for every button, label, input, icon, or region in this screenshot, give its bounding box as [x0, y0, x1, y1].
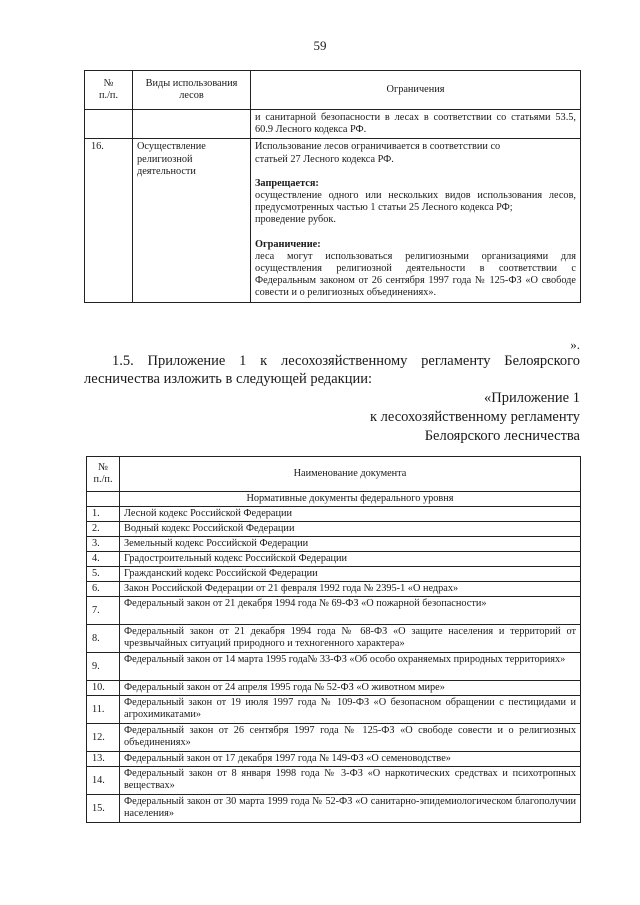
row-number: 14. — [87, 767, 120, 795]
table-row — [87, 567, 581, 582]
row-number: 8. — [87, 625, 120, 653]
document-name: Водный кодекс Российской Федерации — [120, 522, 581, 537]
documents-table — [86, 456, 581, 823]
row-number: 12. — [87, 724, 120, 752]
cell-empty — [87, 492, 120, 507]
use-type: Осуществление религиозной деятельности — [133, 139, 251, 302]
header-num: № п./п. — [87, 457, 120, 492]
forest-use-restrictions-table — [84, 70, 581, 303]
header-document-name: Наименование документа — [120, 457, 581, 492]
table-row — [87, 522, 581, 537]
header-num: № п./п. — [85, 71, 133, 110]
document-name: Земельный кодекс Российской Федерации — [120, 537, 581, 552]
row-number: 7. — [87, 597, 120, 625]
table-row — [87, 653, 581, 681]
document-name: Федеральный закон от 21 декабря 1994 года № 68-ФЗ «О защите населения и территорий от чрезвычайных ситуаций природного и техногенного характера» — [120, 625, 581, 653]
table-row — [87, 752, 581, 767]
table-row — [87, 537, 581, 552]
table-row — [87, 767, 581, 795]
document-name: Гражданский кодекс Российской Федерации — [120, 567, 581, 582]
table-row — [87, 681, 581, 696]
document-name: Федеральный закон от 14 марта 1995 года№ 33-ФЗ «Об особо охраняемых природных территориях» — [120, 653, 581, 681]
category-label: Нормативные документы федерального уровня — [120, 492, 581, 507]
page-number: 59 — [313, 38, 327, 53]
intro-line: статьей 27 Лесного кодекса РФ. — [255, 153, 394, 165]
document-name: Федеральный закон от 17 декабря 1997 года № 149-ФЗ «О семеноводстве» — [120, 752, 581, 767]
table-header-row — [85, 71, 581, 110]
table-row — [85, 110, 581, 139]
section-paragraph: 1.5. Приложение 1 к лесохозяйственному регламенту Белоярского лесничества изложить в следующей редакции: — [84, 353, 580, 387]
limit-text: леса могут использоваться религиозными организациями для осуществления религиозной деятельности в соответствии с Федеральным законом от 26 сентября 1997 года № 125-ФЗ «О свободе совести и о религиозных объединениях». — [255, 250, 576, 299]
table-row — [87, 582, 581, 597]
table-header-row — [87, 457, 581, 492]
table-row — [87, 597, 581, 625]
table-row — [87, 795, 581, 823]
row-number: 16. — [85, 139, 133, 302]
row-number: 5. — [87, 567, 120, 582]
document-name: Федеральный закон от 19 июля 1997 года № 109-ФЗ «О безопасном обращении с пестицидами и агрохимикатами» — [120, 696, 581, 724]
table-row — [87, 724, 581, 752]
row-number: 13. — [87, 752, 120, 767]
document-name: Федеральный закон от 26 сентября 1997 года № 125-ФЗ «О свободе совести и о религиозных объединениях» — [120, 724, 581, 752]
appendix-heading-line: Белоярского лесничества — [424, 428, 580, 444]
row-number: 3. — [87, 537, 120, 552]
closing-quote: ». — [570, 337, 580, 352]
table-row — [87, 507, 581, 522]
row-number: 4. — [87, 552, 120, 567]
document-name: Федеральный закон от 8 января 1998 года № 3-ФЗ «О наркотических средствах и психотропных веществах» — [120, 767, 581, 795]
appendix-heading-line: к лесохозяйственному регламенту — [370, 409, 580, 425]
document-name: Градостроительный кодекс Российской Федерации — [120, 552, 581, 567]
restrictions-cell — [251, 139, 581, 302]
documents-table-body — [87, 507, 581, 823]
appendix-heading-line: «Приложение 1 — [484, 390, 580, 406]
header-restrictions: Ограничения — [251, 71, 581, 110]
table-row — [87, 625, 581, 653]
row-number: 11. — [87, 696, 120, 724]
intro-line: Использование лесов ограничивается в соответствии со — [255, 141, 501, 153]
table-row — [87, 552, 581, 567]
table-row — [85, 139, 581, 302]
appendix-heading — [300, 389, 580, 446]
forbidden-text: осуществление одного или нескольких видов использования лесов, предусмотренных частью 1 статьи 25 Лесного кодекса РФ; — [255, 190, 576, 214]
row-number: 9. — [87, 653, 120, 681]
document-name: Закон Российской Федерации от 21 февраля 1992 года № 2395-1 «О недрах» — [120, 582, 581, 597]
cell-empty — [133, 110, 251, 139]
row-number: 2. — [87, 522, 120, 537]
row-number: 1. — [87, 507, 120, 522]
row-number: 6. — [87, 582, 120, 597]
row-number: 10. — [87, 681, 120, 696]
row-number: 15. — [87, 795, 120, 823]
table-row — [87, 696, 581, 724]
limit-heading: Ограничение: — [255, 238, 321, 250]
document-name: Федеральный закон от 24 апреля 1995 года № 52-ФЗ «О животном мире» — [120, 681, 581, 696]
forbidden-heading: Запрещается: — [255, 177, 319, 189]
header-use-type: Виды использования лесов — [133, 71, 251, 110]
document-name: Лесной кодекс Российской Федерации — [120, 507, 581, 522]
category-row — [87, 492, 581, 507]
document-name: Федеральный закон от 30 марта 1999 года № 52-ФЗ «О санитарно-эпидемиологическом благополучии населения» — [120, 795, 581, 823]
cell-empty — [85, 110, 133, 139]
continuation-text: и санитарной безопасности в лесах в соответствии со статьями 53.5, 60.9 Лесного кодекса РФ. — [251, 110, 581, 139]
forbidden-text: проведение рубок. — [255, 214, 337, 226]
document-name: Федеральный закон от 21 декабря 1994 года № 69-ФЗ «О пожарной безопасности» — [120, 597, 581, 625]
